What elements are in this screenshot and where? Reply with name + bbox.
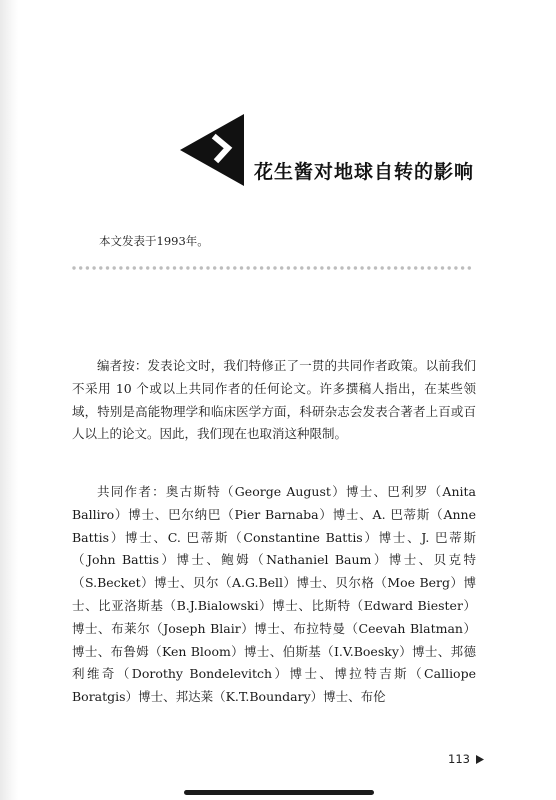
coauthors-paragraph: 共同作者：奥古斯特（George August）博士、巴利罗（Anita Balliro）博士、巴尔纳巴（Pier Barnaba）博士、A. 巴蒂斯（Anne Battis）博士、C. 巴蒂斯（Constantine Battis）博士、J. 巴蒂斯（John Battis）博士、鲍姆（Nathaniel Baum）博士、贝克特（S.Becket）博士、贝尔（A.G.Bell）博士、贝尔格（Moe Berg）博士、比亚洛斯基（B.J.Bialowski）博士、比斯特（Edward Biester）博士、布莱尔（Joseph Blair）博士、布拉特曼（Ceevah Blatman）博士、布鲁姆（Ken Bloom）博士、伯斯基（I.V.Boesky）博士、邦德利维奇（Dorothy Bondelevitch）博士、博拉特吉斯（Calliope Boratgis）博士、邦达莱（K.T.Boundary）博士、布伦 <box>72 484 476 705</box>
publication-note: 本文发表于1993年。 <box>99 234 209 248</box>
page-left-edge-shadow <box>0 0 18 800</box>
editor-note-paragraph: 编者按：发表论文时，我们特修正了一贯的共同作者政策。以前我们不采用 10 个或以上共同作者的任何论文。许多撰稿人指出，在某些领域，特别是高能物理学和临床医学方面，科研杂志会发表合著者上百或百人以上的论文。因此，我们现在也取消这种限制。 <box>72 358 476 442</box>
dotted-separator <box>72 264 472 272</box>
chapter-title: 花生酱对地球自转的影响 <box>254 161 475 183</box>
home-indicator-bar[interactable] <box>184 790 374 795</box>
page-number-text: 113 <box>448 752 470 766</box>
triangle-right-icon <box>476 755 484 764</box>
chapter-triangle-icon <box>178 112 248 188</box>
page-number <box>448 752 484 766</box>
